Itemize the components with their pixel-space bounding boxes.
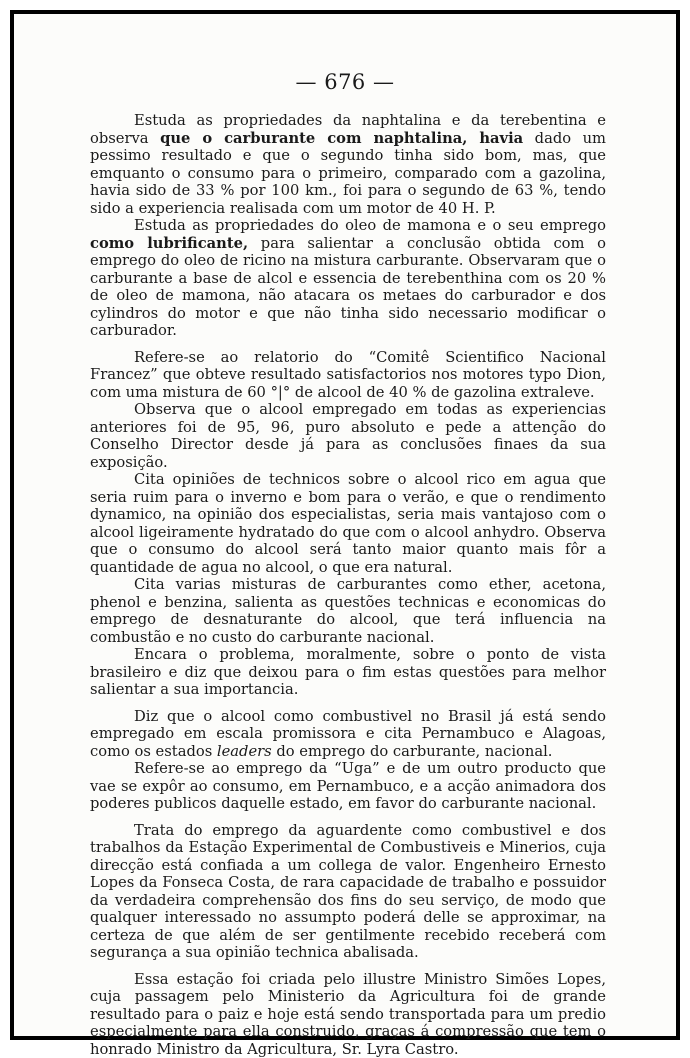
text-run: Observa que o alcool empregado em todas as experiencias anteriores foi de 95, 96, puro absoluto e pede a attenção do Conselho Director desde já para as conclusões finaes da sua exposição. (90, 401, 606, 471)
text-run: Cita varias misturas de carburantes como ether, acetona, phenol e benzina, salienta as questões technicas e economicas do emprego de desnaturante do alcool, que terá influencia na combustão e no custo do carburante nacional. (90, 576, 606, 646)
text-run: para salientar a conclusão obtida com o emprego do oleo de ricino na mistura carburante. Observaram que o carburante a base de alcol e essencia de terebenthina com os 20 % de oleo de mamona, não atacara os metaes do carburador e dos cylindros do motor e que não tinha sido necessario modificar o carburador. (90, 235, 606, 340)
body-text (90, 112, 606, 1058)
text-run: Refere-se ao relatorio do “Comitê Scientifico Nacional Francez” que obteve resultado satisfactorios nos motores typo Dion, com uma mistura de 60 °|° de alcool de 40 % de gazolina extraleve. (90, 349, 606, 401)
text-run: que o carburante com naphtalina, havia (160, 130, 523, 147)
text-run: Essa estação foi criada pelo illustre Ministro Simões Lopes, cuja passagem pelo Ministerio da Agricultura foi de grande resultado para o paiz e hoje está sendo transportada para um predio especialmente para ella construido, graças á compressão que tem o honrado Ministro da Agricultura, Sr. Lyra Castro. (90, 971, 606, 1058)
text-run: Cita opiniões de technicos sobre o alcool rico em agua que seria ruim para o inverno e bom para o verão, e que o rendimento dynamico, na opinião dos especialistas, seria mais vantajoso com o alcool ligeiramente hydratado do que com o alcool anhydro. Observa que o consumo do alcool será tanto maior quanto mais fôr a quantidade de agua no alcool, o que era natural. (90, 471, 606, 576)
paragraph (90, 349, 606, 402)
text-run: Diz que o alcool como combustivel no Brasil já está sendo empregado em escala promissora e cita Pernambuco e Alagoas, como os estados (90, 708, 606, 760)
text-run: como lubrificante, (90, 235, 248, 252)
paragraph (90, 646, 606, 699)
paragraph (90, 576, 606, 646)
paragraph (90, 971, 606, 1058)
text-run: Encara o problema, moralmente, sobre o ponto de vista brasileiro e diz que deixou para o fim estas questões para melhor salientar a sua importancia. (90, 646, 606, 698)
paragraph (90, 112, 606, 217)
text-run: Trata do emprego da aguardente como combustivel e dos trabalhos da Estação Experimental de Combustiveis e Minerios, cuja direcção está confiada a um collega de valor. Engenheiro Ernesto Lopes da Fonseca Costa, de rara capacidade de trabalho e possuidor da verdadeira comprehensão dos fins do seu serviço, de modo que qualquer interessado no assumpto poderá delle se approximar, na certeza de que além de ser gentilmente recebido receberá com segurança a sua opinião technica abalisada. (90, 822, 606, 962)
page-number: — 676 — (14, 70, 676, 94)
paragraph (90, 760, 606, 813)
text-run: Estuda as propriedades da naphtalina e da terebentina e observa (90, 112, 606, 147)
paragraph (90, 822, 606, 962)
text-run: do emprego do carburante, nacional. (272, 743, 553, 760)
paragraph (90, 401, 606, 471)
paragraph (90, 471, 606, 576)
text-run: Estuda as propriedades do oleo de mamona e o seu emprego (134, 217, 606, 234)
paragraph (90, 217, 606, 340)
paragraph (90, 708, 606, 761)
document-page (10, 10, 680, 1040)
text-run: leaders (217, 743, 272, 760)
text-run: dado um pessimo resultado e que o segundo tinha sido bom, mas, que emquanto o consumo para o primeiro, comparado com a gazolina, havia sido de 33 % por 100 km., foi para o segundo de 63 %, tendo sido a experiencia realisada com um motor de 40 H. P. (90, 130, 606, 217)
text-run: Refere-se ao emprego da “Uga” e de um outro producto que vae se expôr ao consumo, em Pernambuco, e a acção animadora dos poderes publicos daquelle estado, em favor do carburante nacional. (90, 760, 606, 812)
